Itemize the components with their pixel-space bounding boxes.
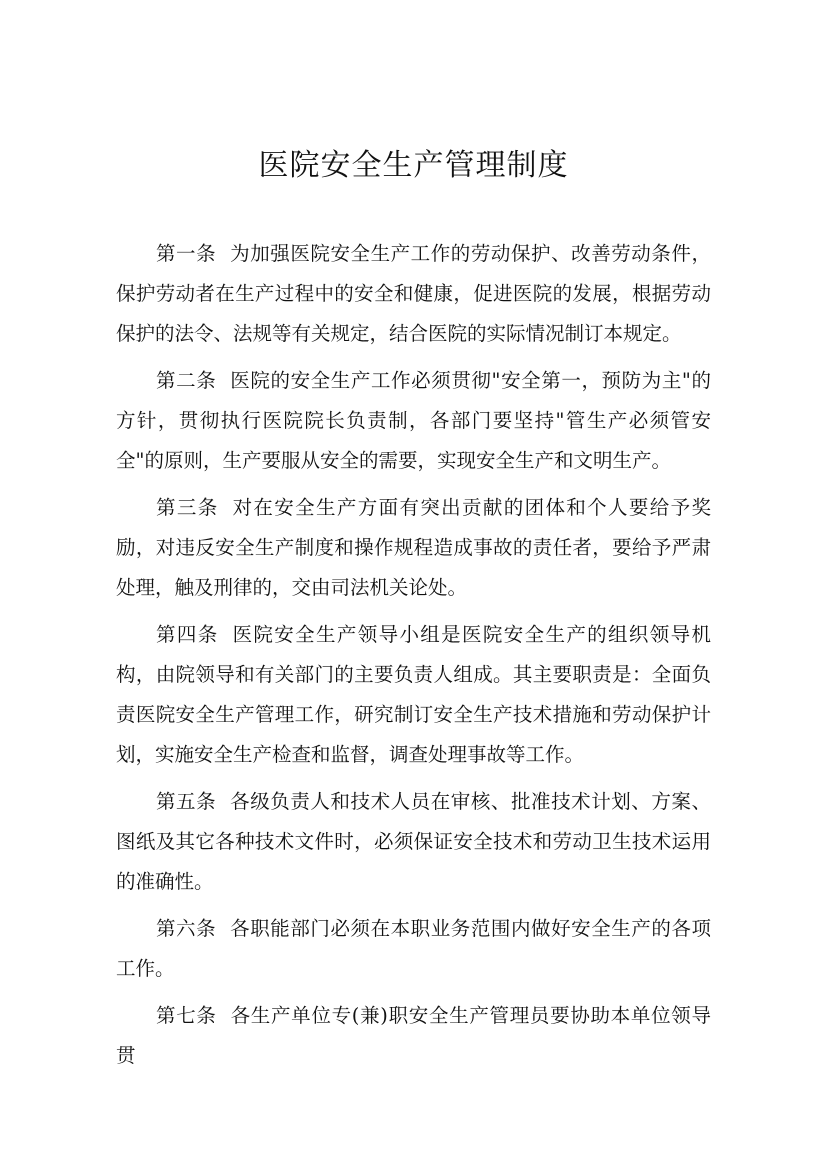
article-text: 各级负责人和技术人员在审核、批准技术计划、方案、图纸及其它各种技术文件时，必须保证安全技术和劳动卫生技术运用的准确性。	[116, 790, 711, 893]
article-6	[116, 909, 711, 989]
article-text: 为加强医院安全生产工作的劳动保护、改善劳动条件，保护劳动者在生产过程中的安全和健康，促进医院的发展，根据劳动保护的法令、法规等有关规定，结合医院的实际情况制订本规定。	[116, 242, 711, 345]
article-1	[116, 234, 711, 354]
document-title: 医院安全生产管理制度	[258, 148, 569, 183]
article-7	[116, 996, 711, 1076]
article-text: 各生产单位专(兼)职安全生产管理员要协助本单位领导贯	[116, 1004, 711, 1067]
article-label: 第三条	[156, 496, 219, 519]
article-text: 医院的安全生产工作必须贯彻"安全第一，预防为主"的方针，贯彻执行医院院长负责制，各部门要坚持"管生产必须管安全"的原则，生产要服从安全的需要，实现安全生产和文明生产。	[116, 369, 711, 472]
article-text: 医院安全生产领导小组是医院安全生产的组织领导机构，由院领导和有关部门的主要负责人组成。其主要职责是：全面负责医院安全生产管理工作，研究制订安全生产技术措施和劳动保护计划，实施安全生产检查和监督，调查处理事故等工作。	[116, 623, 711, 766]
article-label: 第四条	[156, 623, 219, 646]
article-label: 第五条	[156, 790, 217, 813]
article-label: 第二条	[156, 369, 217, 392]
article-text: 对在安全生产方面有突出贡献的团体和个人要给予奖励，对违反安全生产制度和操作规程造成事故的责任者，要给予严肃处理，触及刑律的，交由司法机关论处。	[116, 496, 711, 599]
article-label: 第六条	[156, 917, 217, 940]
article-label: 第一条	[156, 242, 217, 265]
article-2	[116, 361, 711, 481]
article-3	[116, 488, 711, 608]
article-5	[116, 782, 711, 902]
article-text: 各职能部门必须在本职业务范围内做好安全生产的各项工作。	[116, 917, 711, 980]
document-body	[116, 234, 711, 1083]
article-label: 第七条	[156, 1004, 217, 1027]
article-4	[116, 615, 711, 775]
